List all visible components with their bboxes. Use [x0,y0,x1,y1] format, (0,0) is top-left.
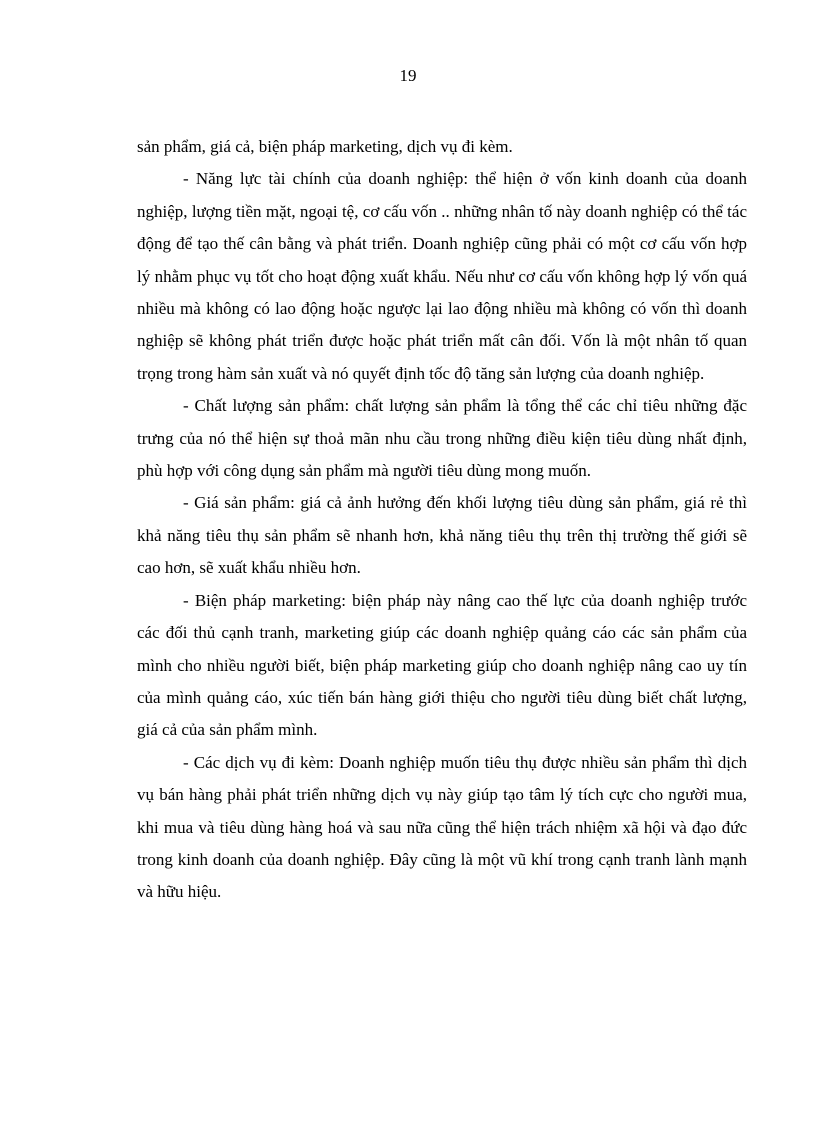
paragraph-product-price: - Giá sản phẩm: giá cả ảnh hưởng đến khối lượng tiêu dùng sản phẩm, giá rẻ thì khả năng tiêu thụ sản phẩm sẽ nhanh hơn, khả năng tiêu thụ trên thị trường thế giới sẽ cao hơn, sẽ xuất khẩu nhiều hơn. [137,493,747,578]
paragraph-accompanying-services: - Các dịch vụ đi kèm: Doanh nghiệp muốn tiêu thụ được nhiều sản phẩm thì dịch vụ bán hàng phải phát triển những dịch vụ này giúp tạo tâm lý tích cực cho người mua, khi mua và tiêu dùng hàng hoá và sau nữa cũng thể hiện trách nhiệm xã hội và đạo đức trong kinh doanh của doanh nghiệp. Đây cũng là một vũ khí trong cạnh tranh lành mạnh và hữu hiệu. [137,752,747,902]
paragraph-marketing-measures: - Biện pháp marketing: biện pháp này nâng cao thế lực của doanh nghiệp trước các đối thủ cạnh tranh, marketing giúp các doanh nghiệp quảng cáo các sản phẩm của mình cho nhiều người biết, biện pháp marketing giúp cho doanh nghiệp nâng cao uy tín của mình quảng cáo, xúc tiến bán hàng giới thiệu cho người tiêu dùng biết chất lượng, giá cả của sản phẩm mình. [137,590,747,740]
paragraph-financial-capacity: - Năng lực tài chính của doanh nghiệp: thể hiện ở vốn kinh doanh của doanh nghiệp, lượng tiền mặt, ngoại tệ, cơ cấu vốn .. những nhân tố này doanh nghiệp có thể tác động để tạo thế cân bằng và phát triển. Doanh nghiệp cũng phải có một cơ cấu vốn hợp lý nhằm phục vụ tốt cho hoạt động xuất khẩu. Nếu như cơ cấu vốn không hợp lý vốn quá nhiều mà không có lao động hoặc ngược lại lao động nhiều mà không có vốn thì doanh nghiệp sẽ không phát triển được hoặc phát triển mất cân đối. Vốn là một nhân tố quan trọng trong hàm sản xuất và nó quyết định tốc độ tăng sản lượng của doanh nghiệp. [137,169,747,383]
paragraph-continuation: sản phẩm, giá cả, biện pháp marketing, dịch vụ đi kèm. [137,137,513,156]
page-number: 19 [399,66,417,85]
page-body [137,131,747,909]
paragraph-product-quality: - Chất lượng sản phẩm: chất lượng sản phẩm là tổng thể các chỉ tiêu những đặc trưng của nó thể hiện sự thoả mãn nhu cầu trong những điều kiện tiêu dùng nhất định, phù hợp với công dụng sản phẩm mà người tiêu dùng mong muốn. [137,396,747,481]
